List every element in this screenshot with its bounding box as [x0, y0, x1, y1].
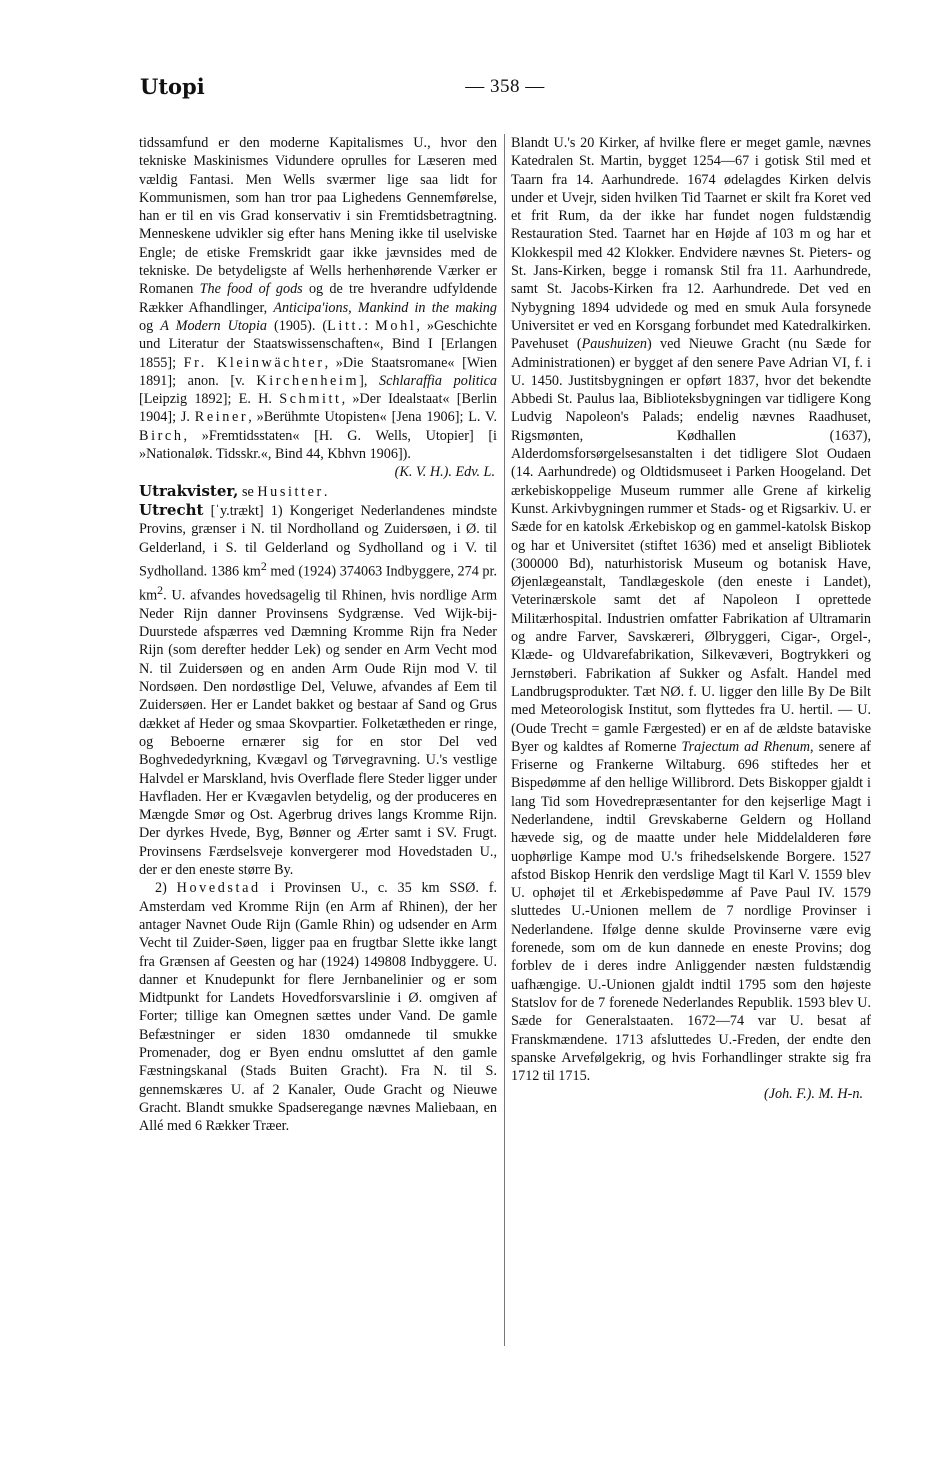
utrecht-entry-city: 2) Hovedstad i Provinsen U., c. 35 km SSØ. f. Amsterdam ved Kromme Rijn (en Arm af Rhinen), der her antager Navnet Oude Rijn (Gamle Rhin) og udsender en Arm Vecht til Zuider-Søen, ligger paa en frugtbar Slette ikke langt fra Grænsen af Geesten og har (1924) 149808 Indbyggere. U. danner et Knudepunkt for flere Jernbanelinier og er som Midtpunkt for Landets Hovedforsvarslinie i Ø. omgiven af Forter; tillige kan Omegnen sættes under Vand. De gamle Befæstninger er siden 1830 omdannede til smukke Promenader, dog er Byen endnu omsluttet af den gamle Fæstningskanal (Stads Buiten Gracht). Fra N. til S. gennemskæres U. af 2 Kanaler, Oude Gracht og Nieuwe Gracht. Blandt smukke Spadseregange nævnes Maliebaan, en Allé med 6 Rækker Træer.	[139, 880, 497, 1135]
right-column	[511, 134, 871, 1104]
utopi-entry-continuation: tidssamfund er den moderne Kapitalismes U., hvor den tekniske Maskinismes Vidundere oprulles for Læseren med vældig Fantasi. Men Wells sværmer lige saa lidt for Kommunismen, som han tror paa Lighedens Gennemførelse, han er til en vis Grad konservativ i sin Fremtidsbetragtning. Menneskene udvikler sig efter hans Mening ikke til uselviske Engle; de etiske Fremskridt gaar ikke jævnsides med de tekniske. De betydeligste af Wells herhenhørende Værker er Romanen The food of gods og de tre hverandre udfyldende Rækker Afhandlinger, Anticipa'ions, Mankind in the making og A Modern Utopia (1905). (Litt.: Mohl, »Geschichte und Literatur der Staatswissenschaften«, Bind I [Erlangen 1855]; Fr. Kleinwächter, »Die Staatsromane« [Wien 1891]; anon. [v. Kirchenheim], Schlaraffia politica [Leipzig 1892]; E. H. Schmitt, »Der Idealstaat« [Berlin 1904]; J. Reiner, »Berühmte Utopisten« [Jena 1906]; L. V. Birch, »Fremtidsstaten« [H. G. Wells, Utopier] [i »Nationaløk. Tidsskr.«, Bind 44, Kbhvn 1906]).	[139, 135, 498, 463]
utrecht-signature: (Joh. F.). M. H-n.	[763, 1086, 863, 1103]
utrecht-entry-province: Utrecht [ˈy.trækt] 1) Kongeriget Nederlandenes mindste Provins, grænser i N. til Nordholland og Zuidersøen, i Ø. til Gelderland, i S. til Gelderland og Sydholland og i V. til Sydholland. 1386 $km^2$ med (1924) 374063 Indbyggere, 274 pr. $km^2$. U. afvandes hovedsagelig til Rhinen, hvis nordlige Arm Neder Rijn danner Provinsens Sydgrænse. Ved Wijk-bij-Duurstede afspærres ved Dæmning Kromme Rijn fra Neder Rijn (som derefter hedder Lek) og sender en Arm Vecht mod N. til Zuidersøen og en anden Arm Oude Rijn mod V. til Nordsøen. Den nordøstlige Del, Veluwe, afvandes af Eem til Zuidersøen. Her er Landet bakket og bestaar af Sand og Grus dækket af Heder og smaa Skovpartier. Folketætheden er ringe, og Beboerne ernærer sig for en stor Del ved Boghvededyrkning, Kvægavl og Tørvegravning. U.'s vestlige Halvdel er Marskland, hvis Overflade flere Steder ligger under Havfladen. Her er Kvægavlen betydelig, og der produceres en Mængde Smør og Ost. Agerbrug drives langs Kromme Rijn. Der dyrkes Hvede, Byg, Bønner og Ærter samt i SV. Frugt. Provinsens Færdselsveje konvergerer mod Hovedstaden U., der er den eneste større By.	[139, 500, 497, 879]
utopi-signature: (K. V. H.). Edv. L.	[394, 464, 495, 481]
column-divider	[504, 134, 505, 1346]
utrakvister-entry: Utrakvister, se Husitter.	[139, 481, 328, 500]
page-header	[140, 74, 870, 104]
utrecht-entry-continuation: Blandt U.'s 20 Kirker, af hvilke flere er meget gamle, nævnes Katedralen St. Martin, bygget 1254—67 i gotisk Stil med et Taarn fra 14. Aarhundrede. 1674 ødelagdes Kirken delvis under et Uvejr, siden hvilken Tid Taarnet er skilt fra Koret ved et frit Rum, da der ikke har fundet nogen fuldstændig Restauration Sted. Taarnet har en Højde af 103 m og har et Klokkespil med 42 Klokker. Endvidere nævnes St. Pieters- og St. Jans-Kirken, begge i romansk Stil fra 11. Aarhundrede, samt St. Jacobs-Kirken fra 12. Aarhundrede. Det ved en Nybygning 1894 udvidede og med en smuk Aula forsynede Universitet er ved en Korsgang forbundet med Katedralkirken. Pavehuset (Paushuizen) ved Nieuwe Gracht (nu Sæde for Administrationen) er bygget af den senere Pave Adrian VI, f. i U. 1450. Justitsbygningen er opført 1837, hvor det bekendte Abbedi St. Paulus laa, Biblioteksbygningen var tidligere Kong Ludvig Napoleon's Palads; endelig nævnes Raadhuset, Rigsmønten, Kødhallen (1637), Alderdomsforsørgelsesanstalten i det tidligere Slot Oudaen (14. Aarhundrede) og Oldtidsmuseet i Parken Hoogeland. Det ærkebiskoppelige Museum rummer alle Grene af kirkelig Kunst. Arkivbygningen rummer et Stads- og et Rigsarkiv. U. er Sæde for en katolsk Ærkebiskop og en gammel-katolsk Biskop og har et Universitet (stiftet 1636) med et anseligt Bibliotek (300000 Bd), naturhistorisk Museum og botanisk Have, Øjenlægeanstalt, Tandlægeskole (den eneste i Landet), Veterinærskole samt det af Napoleon I oprettede Militærhospital. Industrien omfatter Fabrikation af Ultramarin og andre Farver, Savskæreri, Ølbryggeri, Cigar-, Orgel-, Klæde- og Uldvarefabrikation, Silkevæveri, Bogtrykkeri og Jernstøberi. Fabrikation af Sukker og Asfalt. Handel med Landbrugsprodukter. Tæt NØ. f. U. ligger den lille By De Bilt med Meteorologisk Institut, som flyttedes fra U. hertil. — U. (Oude Trecht = gamle Færgested) er en af de ældste bataviske Byer og kaldtes af Romerne Trajectum ad Rhenum, senere af Friserne og Frankerne Wiltaburg. 696 stiftedes her et Bispedømme af den hellige Willibrord. Dets Biskopper gjaldt i lang Tid som Hovedrepræsentanter for den kejserlige Magt i Nederlandene, indtil Grevskaberne Geldern og Holland hævede sig, og de maatte under hele Middelalderen føre uophørlige Kampe mod U.'s frihedselskende Borgere. 1527 afstod Biskop Henrik den verdslige Magt til Karl V. 1559 blev U. ophøjet til et Ærkebispedømme af Pave Paul IV. 1579 sluttedes U.-Unionen mellem de 7 nordlige Provinser i Nederlandene. Ifølge denne skulde Provinserne være evig forenede, som om de kun dannede en eneste Provins; dog forblev de i deres indre Anliggender næsten fuldstændig uafhængige. U.-Unionen gjaldt indtil 1795 som den højeste Statslov for de 7 forenede Nederlandes Republik. 1593 blev U. Sæde for Generalstaaten. 1672—74 var U. besat af Franskmændene. 1713 afsluttedes U.-Freden, der endte den spanske Arvefølgekrig, og hvis Forhandlinger strakte sig fra 1712 til 1715.	[511, 135, 871, 1085]
utrecht-headword: Utrecht	[139, 500, 204, 519]
left-column	[139, 134, 497, 1136]
running-title: Utopi	[140, 74, 205, 99]
page-number: — 358 —	[465, 76, 545, 97]
utrakvister-headword: Utrakvister,	[139, 481, 239, 500]
